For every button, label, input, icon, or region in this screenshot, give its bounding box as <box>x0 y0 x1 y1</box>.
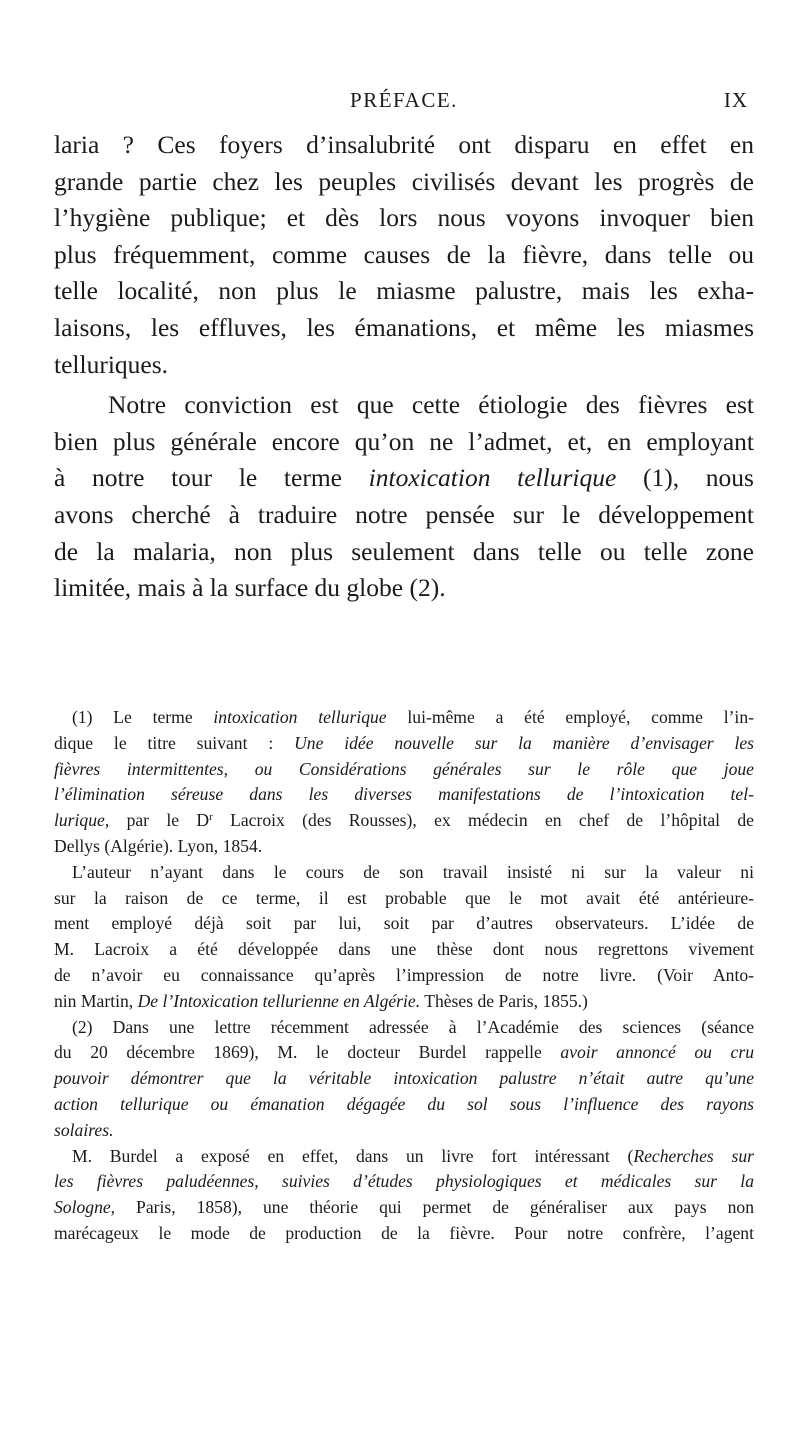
footnote-2 <box>54 1015 754 1247</box>
text-line: laria ? Ces foyers d’insalubrité ont disparu en effet en <box>54 130 754 159</box>
italic-title: Recherches sur <box>633 1145 754 1166</box>
text-segment: dique le titre suivant : <box>54 732 295 753</box>
italic-quote: action tellurique ou émanation dégagée du sol sous l’influence des rayons <box>54 1093 754 1114</box>
text-line: telluriques. <box>54 349 169 379</box>
note-line: ment employé déjà soit par lui, soit par d’autres observateurs. L’idée de <box>54 913 754 934</box>
running-header <box>54 88 754 112</box>
note-line <box>54 1169 754 1195</box>
note-line <box>54 782 754 808</box>
italic-term: intoxication tellurique <box>213 707 387 727</box>
text-line: grande partie chez les peuples civilisés devant les progrès de <box>54 166 754 196</box>
italic-quote: solaires. <box>54 1119 114 1140</box>
italic-title: Sologne, <box>54 1197 116 1218</box>
note-line: L’auteur n’ayant dans le cours de son travail insisté ni sur la valeur ni <box>72 861 754 882</box>
italic-title: les fièvres paludéennes, suivies d’études physiologiques et médicales sur la <box>54 1171 754 1192</box>
italic-title: Une idée nouvelle sur la manière d’envisager les <box>294 732 754 753</box>
text-line <box>54 460 754 497</box>
page-number: IX <box>723 88 748 112</box>
text-segment: , par le D <box>104 810 210 831</box>
text-segment: (1) Le terme <box>72 707 214 727</box>
main-text <box>54 127 754 607</box>
text-line: telle localité, non plus le miasme palustre, mais les exha- <box>54 276 754 306</box>
note-line <box>54 1144 754 1170</box>
text-segment: nin Martin, <box>54 990 138 1011</box>
paragraph-2 <box>54 387 754 607</box>
text-line: avons cherché à traduire notre pensée sur le développement <box>54 499 754 529</box>
text-line: bien plus générale encore qu’on ne l’admet, et, en employant <box>54 426 754 456</box>
text-line: plus fréquemment, comme causes de la fièvre, dans telle ou <box>54 239 754 269</box>
note-line <box>54 1092 754 1118</box>
text-line: de la malaria, non plus seulement dans telle ou telle zone <box>54 536 754 566</box>
note-line <box>54 1118 754 1144</box>
note-line <box>54 808 754 834</box>
text-segment: lui-même a été employé, comme l’in- <box>386 707 754 727</box>
text-segment: Thèses de Paris, 1855.) <box>420 990 588 1011</box>
italic-quote: pouvoir démontrer que la véritable intoxication palustre n’était autre qu’une <box>54 1068 754 1089</box>
italic-title: De l’Intoxication tellurienne en Algérie. <box>137 990 421 1011</box>
italic-title: l’élimination séreuse dans les diverses manifestations de l’intoxication tel- <box>54 784 754 805</box>
italic-title: fièvres intermittentes, ou Considérations générales sur le rôle que joue <box>54 758 754 779</box>
text-segment: Paris, 1858), une théorie qui permet de généraliser aux pays non <box>115 1197 754 1218</box>
paragraph-1 <box>54 127 754 383</box>
note-line: sur la raison de ce terme, il est probable que le mot avait été antérieure- <box>54 887 754 908</box>
note-line <box>54 705 754 731</box>
note-line: Dellys (Algérie). Lyon, 1854. <box>54 835 263 856</box>
note-line: marécageux le mode de production de la fièvre. Pour notre confrère, l’agent <box>54 1222 754 1243</box>
text-line: limitée, mais à la surface du globe (2). <box>54 573 446 603</box>
footnotes <box>54 705 754 1247</box>
text-line: Notre conviction est que cette étiologie des fièvres est <box>108 390 754 420</box>
running-title: PRÉFACE. <box>350 88 458 112</box>
text-line: laisons, les effluves, les émanations, et même les miasmes <box>54 312 754 342</box>
footnote-ref: (1), nous <box>616 463 754 493</box>
note-line <box>54 1195 754 1221</box>
note-line: (2) Dans une lettre récemment adressée à l’Académie des sciences (séance <box>72 1016 754 1037</box>
text-segment: à notre tour le terme <box>54 463 369 493</box>
italic-quote: avoir annoncé ou cru <box>560 1042 754 1063</box>
note-line <box>54 1040 754 1066</box>
text-line: l’hygiène publique; et dès lors nous voyons invoquer bien <box>54 203 754 233</box>
text-segment: du 20 décembre 1869), M. le docteur Burdel rappelle <box>54 1042 561 1063</box>
footnote-1 <box>54 705 754 1015</box>
italic-term: intoxication tellurique <box>368 463 617 493</box>
note-line: M. Lacroix a été développée dans une thèse dont nous regrettons vivement <box>54 939 754 960</box>
superscript: r <box>209 811 213 824</box>
note-line <box>54 731 754 757</box>
note-line: de n’avoir eu connaissance qu’après l’impression de notre livre. (Voir Anto- <box>54 964 754 985</box>
text-segment: Lacroix (des Rousses), ex médecin en chef de l’hôpital de <box>212 810 754 831</box>
note-line <box>54 757 754 783</box>
note-line <box>54 989 754 1015</box>
italic-title: lurique <box>54 810 105 831</box>
text-segment: M. Burdel a exposé en effet, dans un livre fort intéressant ( <box>72 1145 634 1166</box>
note-line <box>54 1066 754 1092</box>
